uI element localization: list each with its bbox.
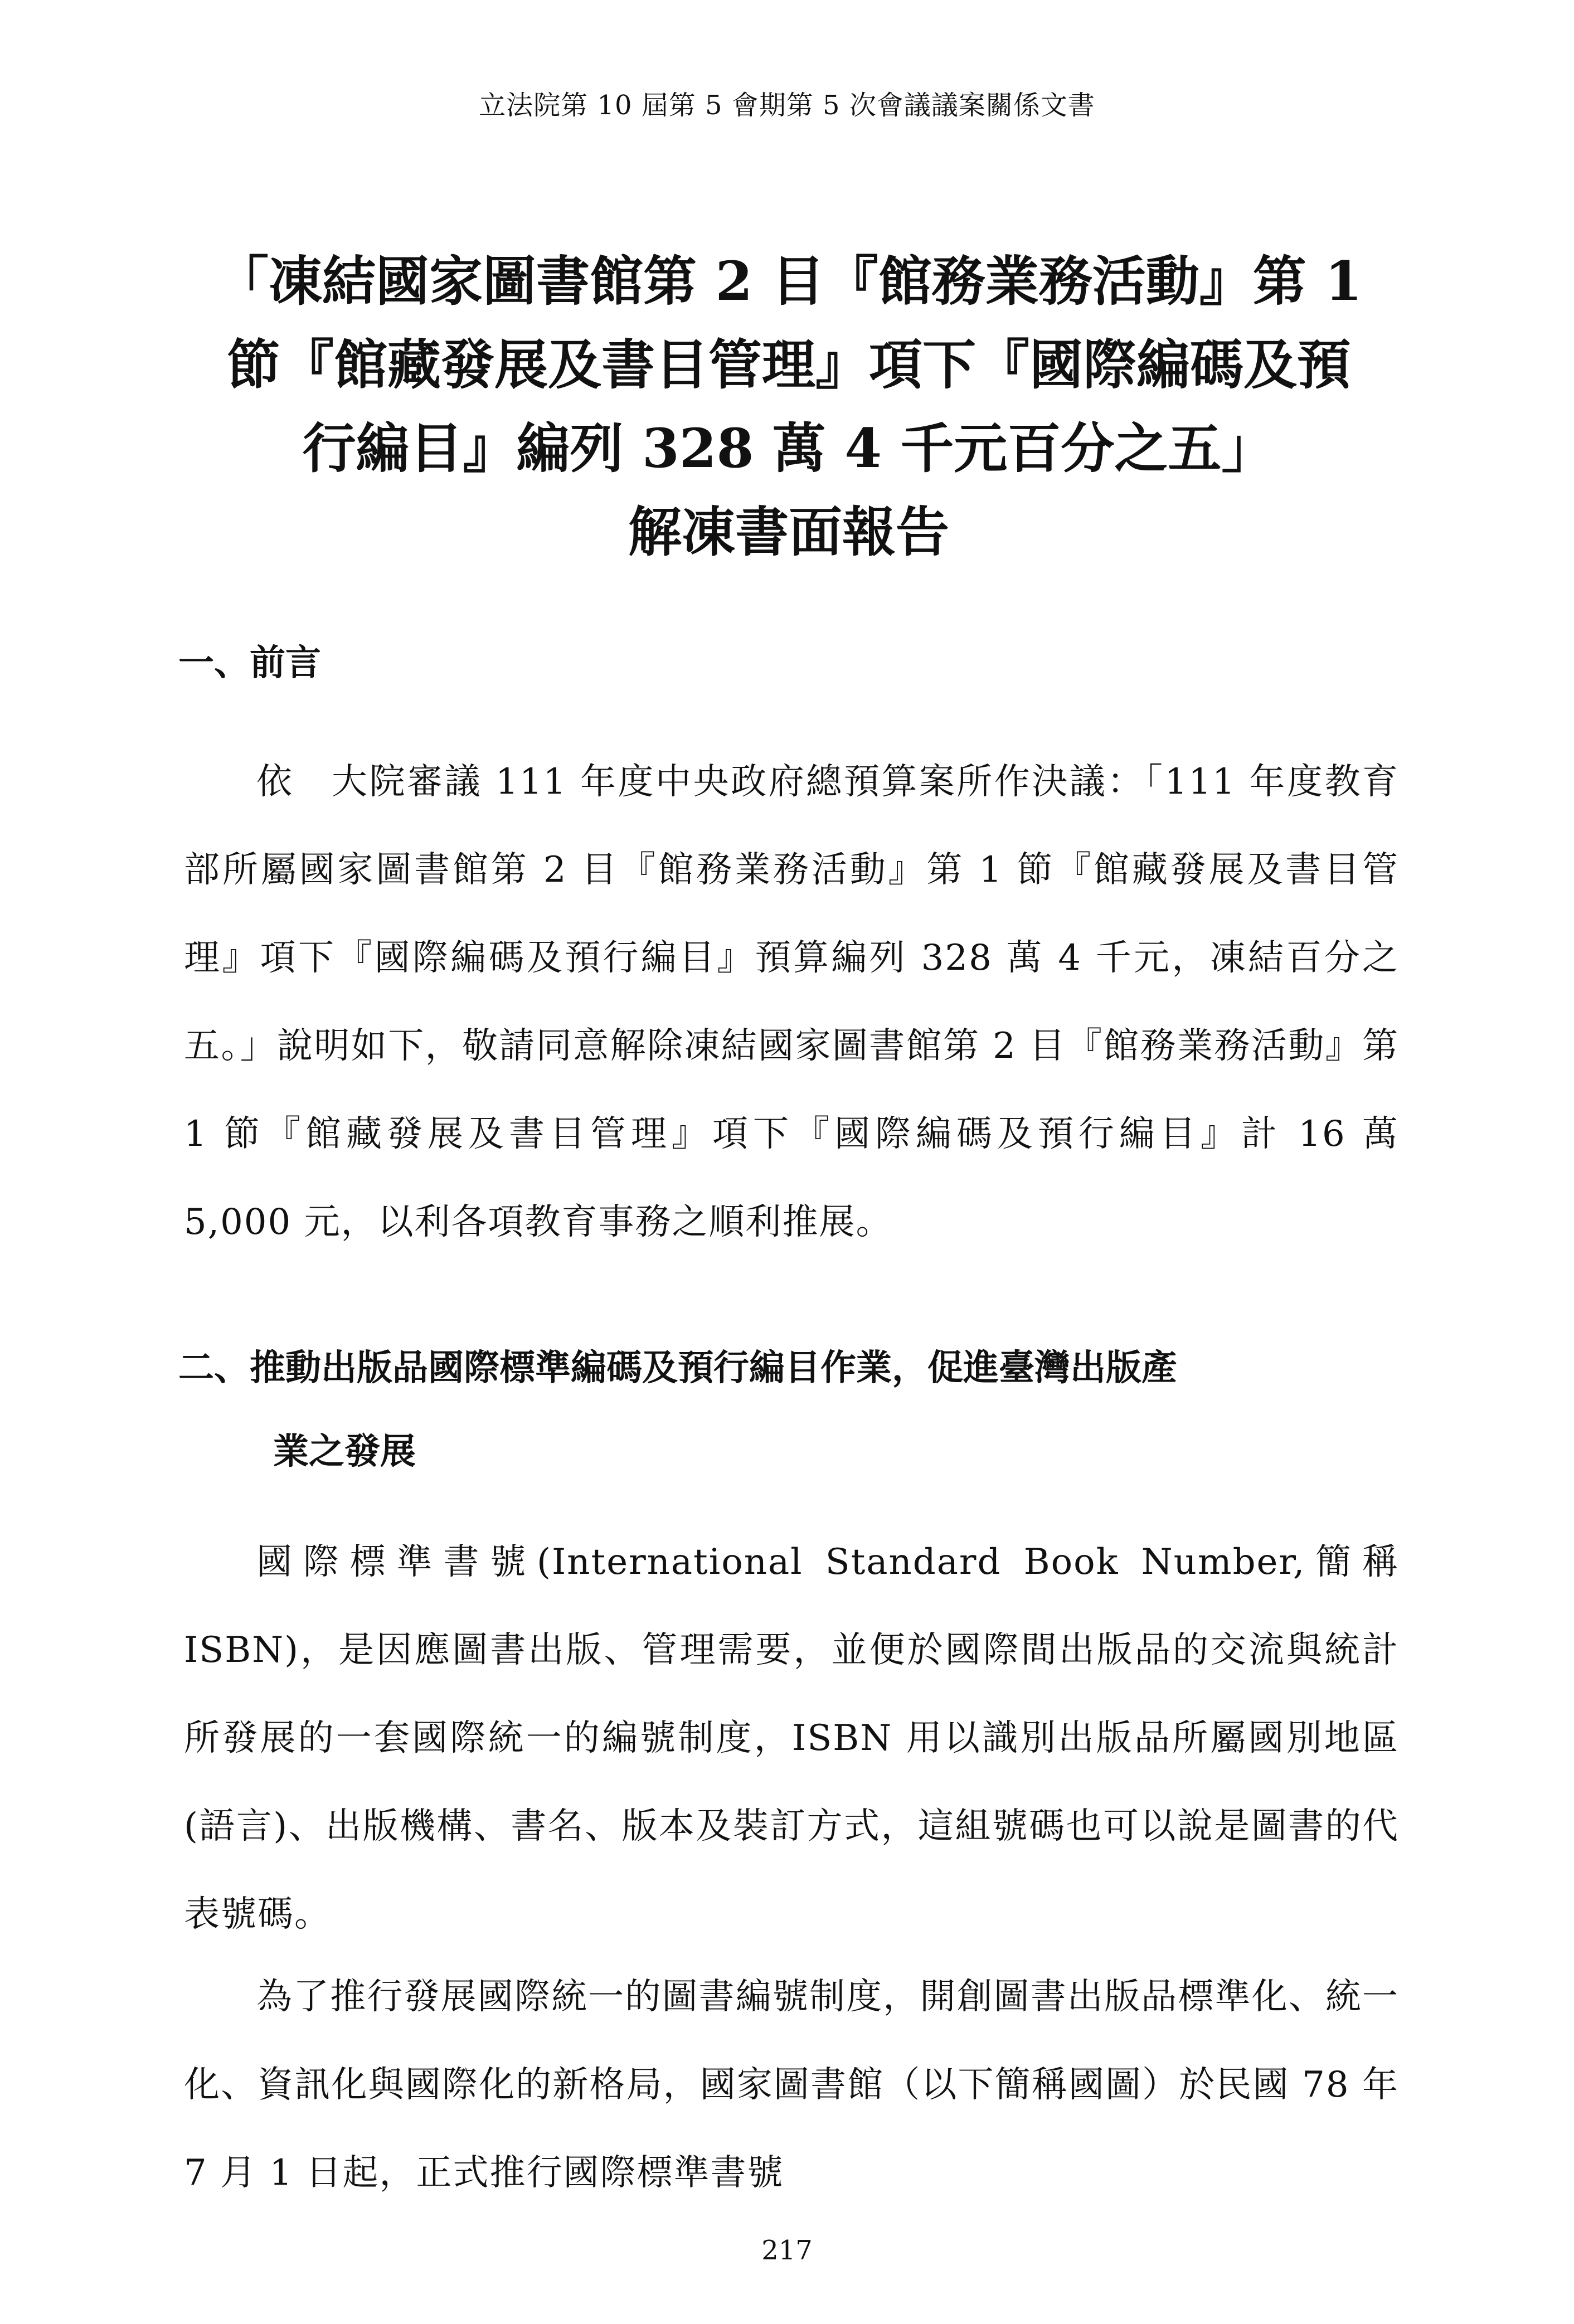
- preface-paragraph: 依 大院審議 111 年度中央政府總預算案所作決議：「111 年度教育部所屬國家圖書館第 2 目『館務業務活動』第 1 節『館藏發展及書目管理』項下『國際編碼及預行編目』預算編列 328 萬 4 千元，凍結百分之五。」說明如下，敬請同意解除凍結國家圖書館第 2 目『館務業務活動』第 1 節『館藏發展及書目管理』項下『國際編碼及預行編目』計 16 萬 5,000 元，以利各項教育事務之順利推展。: [184, 761, 1399, 1243]
- isbn-paragraph-1: 國際標準書號(International Standard Book Number,簡稱 ISBN)，是因應圖書出版、管理需要，並便於國際間出版品的交流與統計所發展的一套國際統一的編號制度，ISBN 用以識別出版品所屬國別地區(語言)、出版機構、書名、版本及裝訂方式，這組號碼也可以說是圖書的代表號碼。: [184, 1542, 1399, 1935]
- running-header: 立法院第 10 屆第 5 會期第 5 次會議議案關係文書: [479, 90, 1095, 121]
- title-line-3: 行編目』編列 328 萬 4 千元百分之五」: [302, 417, 1275, 480]
- report-title: [184, 240, 1393, 574]
- section-heading-isbn: [178, 1326, 1405, 1494]
- title-line-4: 解凍書面報告: [628, 500, 949, 563]
- section-heading-isbn-line-2: 業之發展: [273, 1431, 416, 1472]
- title-line-1: 「凍結國家圖書館第 2 目『館務業務活動』第 1: [215, 250, 1362, 313]
- isbn-paragraph-2: 為了推行發展國際統一的圖書編號制度，開創圖書出版品標準化、統一化、資訊化與國際化的新格局，國家圖書館（以下簡稱國圖）於民國 78 年 7 月 1 日起，正式推行國際標準書號: [184, 1976, 1399, 2194]
- section-heading-isbn-line-1: 二、推動出版品國際標準編碼及預行編目作業，促進臺灣出版產: [178, 1347, 1177, 1389]
- title-line-2: 節『館藏發展及書目管理』項下『國際編碼及預: [227, 333, 1350, 396]
- section-heading-preface: 一、前言: [178, 642, 321, 684]
- page-number: 217: [761, 2235, 813, 2266]
